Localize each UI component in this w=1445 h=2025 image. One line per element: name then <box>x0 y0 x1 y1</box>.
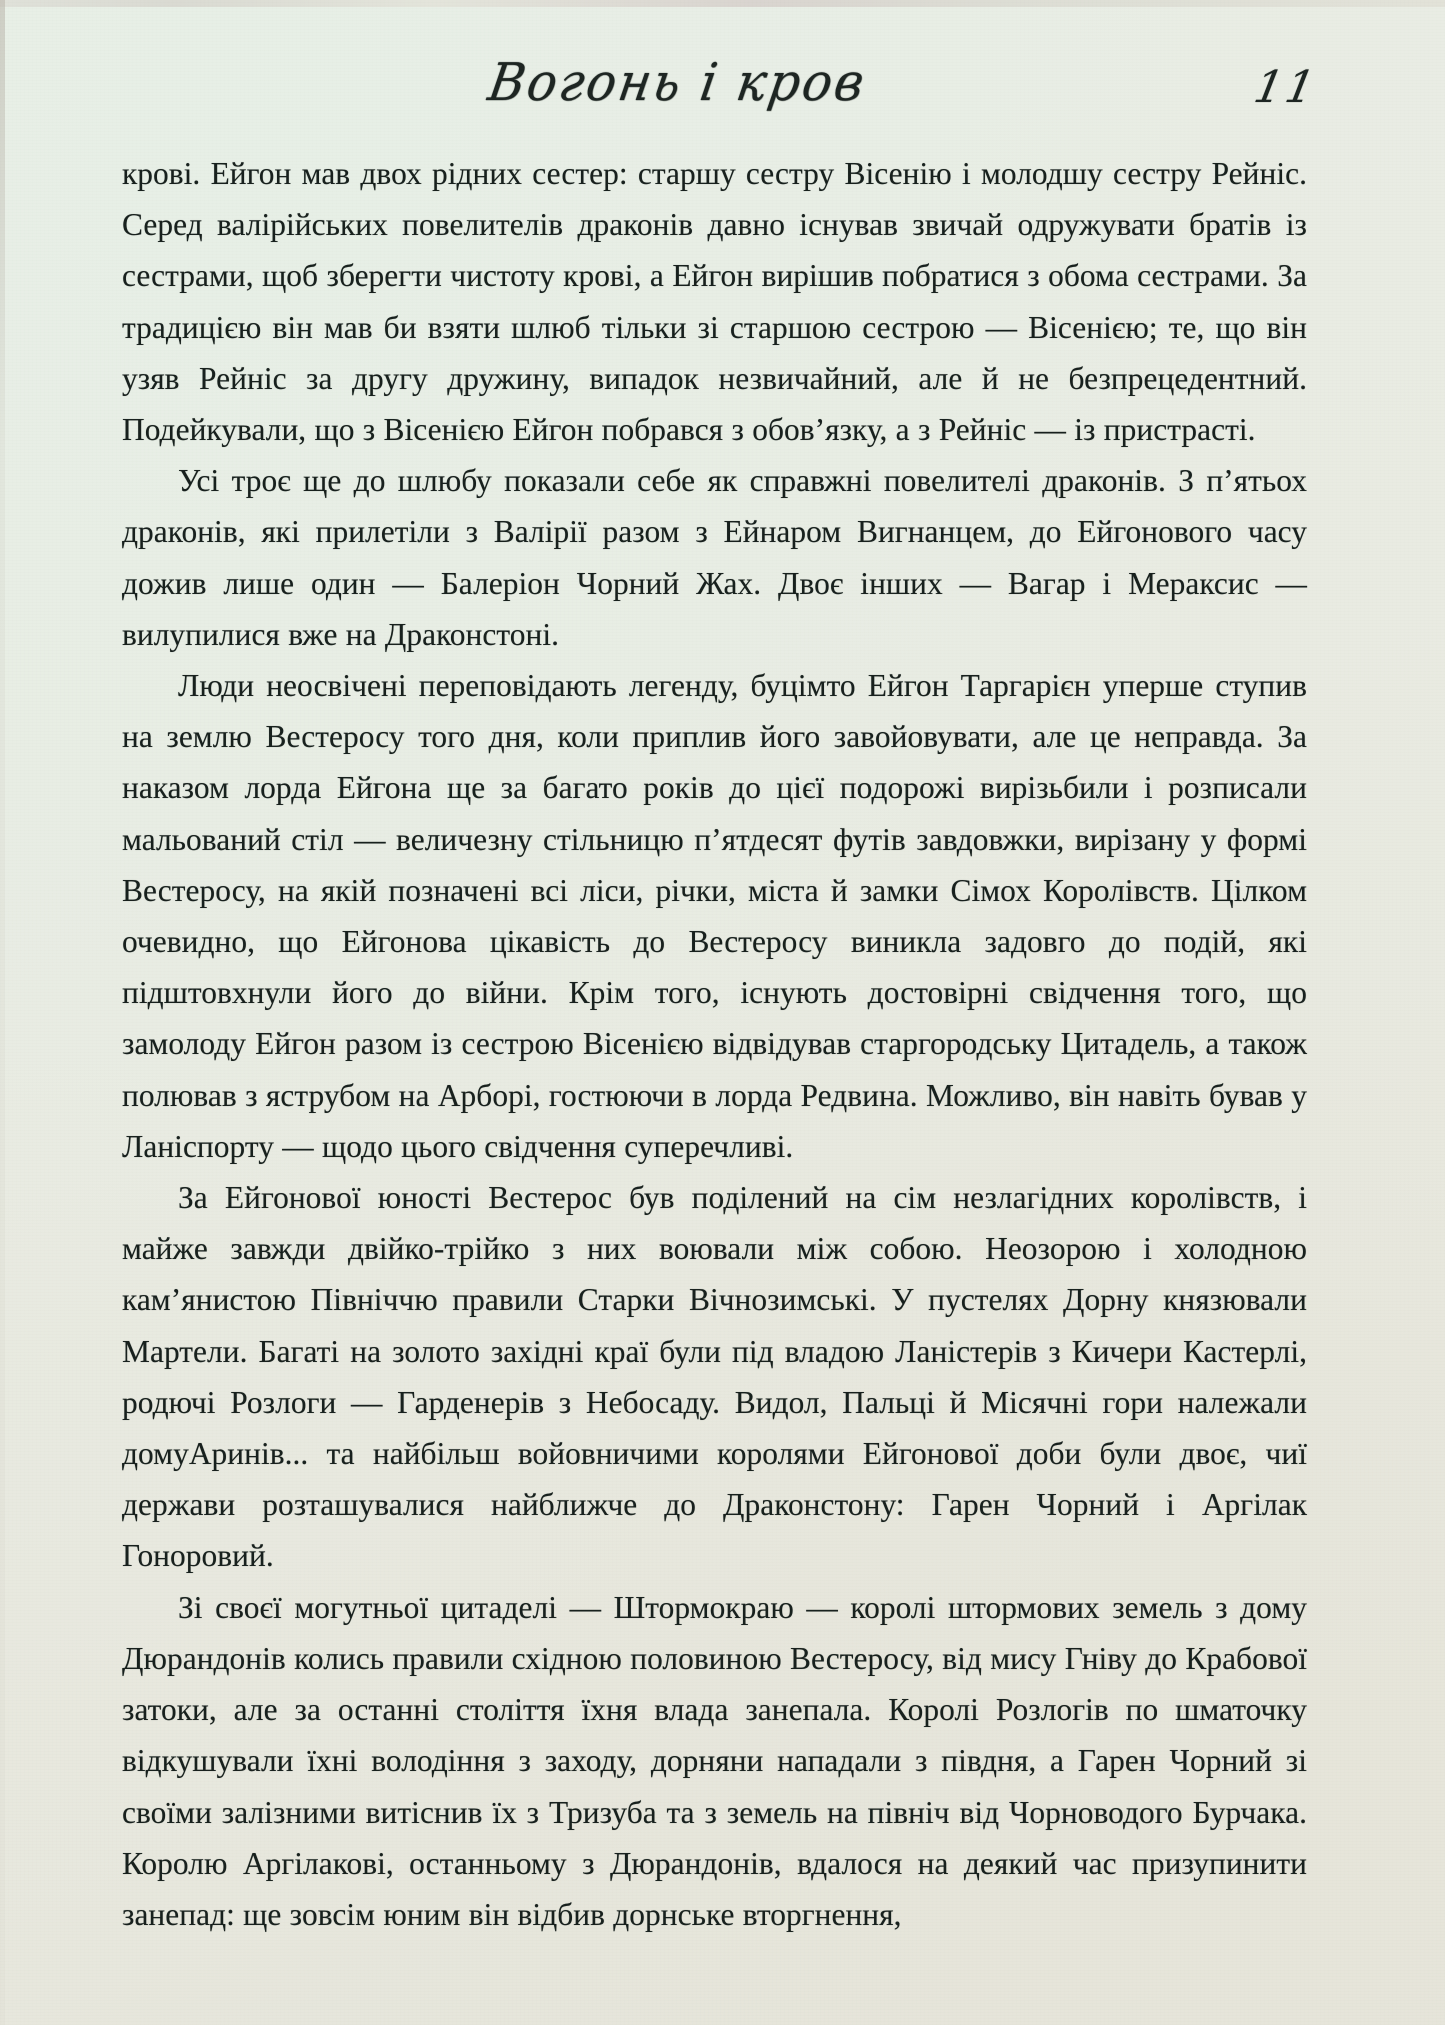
scan-edge-left <box>0 0 5 2025</box>
paragraph: Зі своєї могутньої цитаделі — Штормокраю — королі штормових земель з дому Дюрандонів колись правили східною половиною Вестеросу, від мису Гніву до Крабової затоки, але за останні століття їхня влада занепала. Королі Розлогів по шматочку відкушували їхні володіння з заходу, дорняни нападали з півдня, а Гарен Чорний зі своїми залізними витіснив їх з Тризуба та з земель на північ від Чорноводого Бурчака. Королю Аргілакові, останньому з Дюрандонів, вдалося на деякий час призупинити занепад: ще зовсім юним він відбив дорнське вторгнення, <box>122 1589 1307 1932</box>
body-text-block <box>122 148 1307 1940</box>
paragraph: За Ейгонової юності Вестерос був поділений на сім незлагідних королівств, і майже завжди двійко-трійко з них воювали між собою. Неозорою і холодною кам’янистою Північчю правили Старки Вічнозимські. У пустелях Дорну князювали Мартели. Багаті на золото західні краї були під владою Ланістерів з Кичери Кастерлі, родючі Розлоги — Гарденерів з Небосаду. Видол, Пальці й Місячні гори належали домуАринів... та найбільш войовничими королями Ейгонової доби були двоє, чиї держави розташувалися найближче до Драконстону: Гарен Чорний і Аргілак Гоноровий. <box>122 1180 1307 1574</box>
page-header <box>120 52 1345 138</box>
paragraph: крові. Ейгон мав двох рідних сестер: старшу сестру Вісенію і молодшу сестру Рейніс. Серед валірійських повелителів драконів давно існував звичай одружувати братів із сестрами, щоб зберегти чистоту крові, а Ейгон вирішив побратися з обома сестрами. За традицією він мав би взяти шлюб тільки зі старшою сестрою — Вісенією; те, що він узяв Рейніс за другу дружину, випадок незвичайний, але й не безпрецедентний. Подейкували, що з Вісенією Ейгон побрався з обов’язку, а з Рейніс — із пристрасті. <box>122 156 1307 448</box>
paragraph: Люди неосвічені переповідають легенду, буцімто Ейгон Таргарієн уперше ступив на землю Вестеросу того дня, коли приплив його завойовувати, але це неправда. За наказом лорда Ейгона ще за багато років до цієї подорожі вирізьбили і розписали мальований стіл — величезну стільницю п’ятдесят футів завдовжки, вирізану у формі Вестеросу, на якій позначені всі ліси, річки, міста й замки Сімох Королівств. Цілком очевидно, що Ейгонова цікавість до Вестеросу виникла задовго до подій, які підштовхнули його до війни. Крім того, існують достовірні свідчення того, що замолоду Ейгон разом із сестрою Вісенією відвідував старгородську Цитадель, а також полював з яструбом на Арборі, гостюючи в лорда Редвина. Можливо, він навіть бував у Ланіспорту — щодо цього свідчення суперечливі. <box>122 668 1307 1164</box>
page-number: 11 <box>1250 62 1322 113</box>
scan-edge-top <box>0 0 1445 7</box>
paragraph: Усі троє ще до шлюбу показали себе як справжні повелителі драконів. З п’ятьох драконів, які прилетіли з Валірії разом з Ейнаром Вигнанцем, до Ейгонового часу дожив лише один — Балеріон Чорний Жах. Двоє інших — Вагар і Мераксис — вилупилися вже на Драконстоні. <box>122 463 1307 652</box>
running-title: Вогонь і кров <box>484 52 871 113</box>
